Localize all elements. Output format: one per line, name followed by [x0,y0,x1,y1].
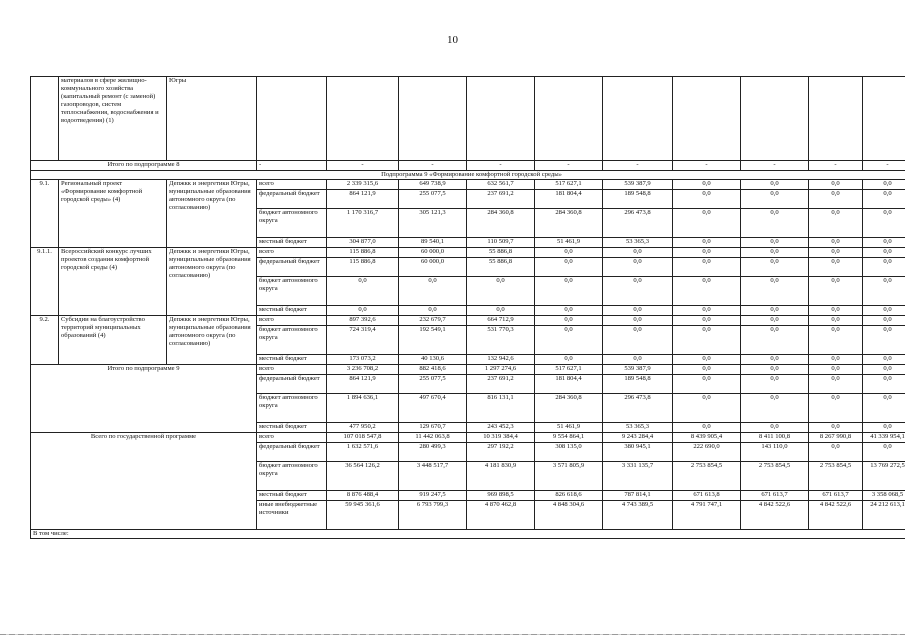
source-cell: всего [257,316,327,326]
value-cell: 0,0 [673,248,741,258]
value-cell: 632 561,7 [467,180,535,190]
value-cell: 0,0 [863,306,905,316]
value-cell: 0,0 [809,190,863,209]
in-that-number-label: В том числе: [31,530,905,539]
value-cell: 296 473,8 [603,394,673,423]
value-cell: 6 793 799,3 [399,501,467,530]
value-cell: 0,0 [673,180,741,190]
table-row [31,316,905,326]
value-cell: 0,0 [603,258,673,277]
value-cell: 89 540,1 [399,238,467,248]
value-cell: - [399,161,467,171]
source-cell: бюджет автономного округа [257,394,327,423]
value-cell: 60 000,0 [399,258,467,277]
value-cell: 255 077,5 [399,190,467,209]
executor-cell: Депжкк и энергетики Югры, муниципальные образования автономного округа (по согласованию) [167,248,257,316]
value-cell: 110 509,7 [467,238,535,248]
value-cell: 0,0 [809,355,863,365]
item-code: 9.1. [31,180,59,248]
total-label: Итого по подпрограмме 9 [31,365,257,433]
value-cell: 0,0 [673,238,741,248]
value-cell: - [741,161,809,171]
value-cell: 0,0 [673,277,741,306]
value-cell: - [327,161,399,171]
value-cell: 0,0 [741,190,809,209]
value-cell: 897 392,6 [327,316,399,326]
value-cell: 0,0 [863,365,905,375]
source-cell [257,77,327,161]
value-cell: - [809,161,863,171]
value-cell: 189 548,8 [603,375,673,394]
value-cell: 3 448 517,7 [399,462,467,491]
value-cell: 0,0 [535,248,603,258]
value-cell: 1 170 316,7 [327,209,399,238]
value-cell: 0,0 [399,277,467,306]
value-cell [399,77,467,161]
value-cell: 36 564 126,2 [327,462,399,491]
value-cell: 0,0 [673,258,741,277]
value-cell: 477 950,2 [327,423,399,433]
value-cell: 308 135,0 [535,443,603,462]
value-cell: 3 331 135,7 [603,462,673,491]
value-cell: 0,0 [741,306,809,316]
value-cell: 143 110,0 [741,443,809,462]
value-cell: 129 670,7 [399,423,467,433]
value-cell: 0,0 [863,394,905,423]
value-cell: 0,0 [535,306,603,316]
table-row [31,433,905,443]
value-cell: 55 886,8 [467,258,535,277]
value-cell: 0,0 [863,316,905,326]
value-cell: 0,0 [741,326,809,355]
value-cell: 0,0 [535,316,603,326]
value-cell: 8 411 100,8 [741,433,809,443]
budget-table [30,76,905,539]
value-cell: 2 753 854,5 [673,462,741,491]
value-cell: 649 738,9 [399,180,467,190]
source-cell: всего [257,180,327,190]
value-cell: 0,0 [741,355,809,365]
value-cell: 181 804,4 [535,190,603,209]
value-cell: 0,0 [673,316,741,326]
value-cell: 41 339 954,1 [863,433,905,443]
value-cell: 0,0 [809,258,863,277]
value-cell: 4 842 522,6 [741,501,809,530]
value-cell [673,77,741,161]
value-cell: 284 360,8 [535,394,603,423]
value-cell: 0,0 [327,277,399,306]
value-cell: 969 898,5 [467,491,535,501]
table-row [31,180,905,190]
value-cell: 0,0 [809,394,863,423]
source-cell: федеральный бюджет [257,443,327,462]
value-cell: 0,0 [741,423,809,433]
value-cell: 280 499,3 [399,443,467,462]
item-name: Региональный проект «Формирование комфортной городской среды» (4) [59,180,167,248]
source-cell: федеральный бюджет [257,258,327,277]
item-name: материалов в сфере жилищно-коммунального хозяйства (капитальный ремонт (с заменой) газопроводов, систем теплоснабжения, водоснабжения и водоотведения) (1) [59,77,167,161]
value-cell: 0,0 [535,258,603,277]
value-cell: 0,0 [863,423,905,433]
value-cell: 0,0 [863,443,905,462]
value-cell: 237 691,2 [467,375,535,394]
value-cell: 0,0 [863,277,905,306]
value-cell: 517 627,1 [535,365,603,375]
value-cell: 2 339 315,6 [327,180,399,190]
value-cell: 539 387,9 [603,180,673,190]
value-cell: 0,0 [673,190,741,209]
value-cell [535,77,603,161]
value-cell: 55 886,8 [467,248,535,258]
source-cell: бюджет автономного округа [257,326,327,355]
value-cell: 0,0 [863,209,905,238]
value-cell: 284 360,8 [535,209,603,238]
value-cell: 0,0 [863,258,905,277]
value-cell: 243 452,3 [467,423,535,433]
value-cell: 11 442 063,8 [399,433,467,443]
value-cell [863,77,905,161]
value-cell: 497 670,4 [399,394,467,423]
value-cell: 4 791 747,1 [673,501,741,530]
value-cell: 724 319,4 [327,326,399,355]
value-cell: 0,0 [809,375,863,394]
value-cell [603,77,673,161]
item-name: Всероссийский конкурс лучших проектов создания комфортной городской среды (4) [59,248,167,316]
source-cell: всего [257,433,327,443]
value-cell: 60 000,0 [399,248,467,258]
value-cell: 0,0 [673,365,741,375]
value-cell: 115 886,8 [327,258,399,277]
source-cell: всего [257,248,327,258]
value-cell: 0,0 [535,355,603,365]
value-cell: 0,0 [809,365,863,375]
value-cell: 51 461,9 [535,238,603,248]
value-cell: 9 243 284,4 [603,433,673,443]
value-cell: 181 804,4 [535,375,603,394]
value-cell [327,77,399,161]
value-cell: 0,0 [863,238,905,248]
value-cell: - [603,161,673,171]
value-cell: 40 130,6 [399,355,467,365]
value-cell: 664 712,9 [467,316,535,326]
value-cell: 0,0 [673,355,741,365]
value-cell: 2 753 854,5 [741,462,809,491]
value-cell: 53 365,3 [603,423,673,433]
value-cell: 826 618,6 [535,491,603,501]
value-cell: 0,0 [863,326,905,355]
page-number: 10 [447,34,458,46]
source-cell: местный бюджет [257,238,327,248]
value-cell: 0,0 [603,248,673,258]
value-cell: 255 077,5 [399,375,467,394]
value-cell: 13 769 272,5 [863,462,905,491]
value-cell: 4 870 462,8 [467,501,535,530]
value-cell: 671 613,8 [673,491,741,501]
value-cell: 816 131,1 [467,394,535,423]
value-cell: 0,0 [673,423,741,433]
source-cell: местный бюджет [257,306,327,316]
value-cell: 3 236 708,2 [327,365,399,375]
total-label: Всего по государственной программе [31,433,257,530]
value-cell: 0,0 [863,190,905,209]
source-cell: местный бюджет [257,355,327,365]
value-cell: 0,0 [741,209,809,238]
value-cell: 24 212 613,1 [863,501,905,530]
value-cell: 222 690,0 [673,443,741,462]
value-cell: 0,0 [399,306,467,316]
source-cell: бюджет автономного округа [257,462,327,491]
value-cell: 0,0 [809,443,863,462]
value-cell: - [863,161,905,171]
value-cell: 0,0 [535,277,603,306]
executor-cell: Депжкк и энергетики Югры, муниципальные образования автономного округа (по согласованию) [167,180,257,248]
value-cell: 0,0 [327,306,399,316]
table-row [31,365,905,375]
value-cell: 0,0 [741,180,809,190]
value-cell: 0,0 [809,209,863,238]
value-cell: - [467,161,535,171]
source-cell: бюджет автономного округа [257,277,327,306]
value-cell: 51 461,9 [535,423,603,433]
value-cell: 0,0 [809,316,863,326]
value-cell: 1 297 274,6 [467,365,535,375]
value-cell: 232 679,7 [399,316,467,326]
value-cell: 9 554 864,1 [535,433,603,443]
value-cell: 671 613,7 [741,491,809,501]
subtotal-label: Итого по подпрограмме 8 [31,161,257,171]
value-cell: 0,0 [603,326,673,355]
value-cell: 671 613,7 [809,491,863,501]
value-cell: 0,0 [535,326,603,355]
value-cell: 0,0 [809,277,863,306]
value-cell: 115 886,8 [327,248,399,258]
value-cell: 539 387,9 [603,365,673,375]
value-cell: 1 894 636,1 [327,394,399,423]
executor-cell: Югры [167,77,257,161]
value-cell: 0,0 [467,277,535,306]
value-cell: 919 247,5 [399,491,467,501]
item-code: 9.1.1. [31,248,59,316]
value-cell: 0,0 [603,316,673,326]
table-row [31,530,905,539]
value-cell: 297 192,2 [467,443,535,462]
source-cell: всего [257,365,327,375]
value-cell: - [673,161,741,171]
value-cell: 0,0 [673,306,741,316]
value-cell: 0,0 [741,394,809,423]
value-cell: 787 814,1 [603,491,673,501]
value-cell: - [535,161,603,171]
code-cell [31,77,59,161]
value-cell: 0,0 [603,355,673,365]
value-cell: 132 942,6 [467,355,535,365]
table-row [31,171,905,180]
value-cell: 517 627,1 [535,180,603,190]
value-cell: 305 121,3 [399,209,467,238]
value-cell: 0,0 [809,306,863,316]
value-cell: 0,0 [863,375,905,394]
value-cell: 237 691,2 [467,190,535,209]
source-cell: бюджет автономного округа [257,209,327,238]
table-row [31,77,905,161]
value-cell: 0,0 [467,306,535,316]
value-cell: 864 121,9 [327,190,399,209]
value-cell: 0,0 [863,248,905,258]
value-cell: 3 358 068,5 [863,491,905,501]
value-cell: 173 073,2 [327,355,399,365]
value-cell: 0,0 [673,394,741,423]
source-cell: местный бюджет [257,423,327,433]
value-cell: 0,0 [673,326,741,355]
value-cell: 0,0 [809,180,863,190]
value-cell: 4 743 389,5 [603,501,673,530]
value-cell: 59 945 361,6 [327,501,399,530]
value-cell: 0,0 [863,355,905,365]
value-cell: 1 632 571,6 [327,443,399,462]
source-cell: местный бюджет [257,491,327,501]
value-cell: 8 876 488,4 [327,491,399,501]
value-cell: 107 018 547,8 [327,433,399,443]
item-name: Субсидии на благоустройство территорий муниципальных образований (4) [59,316,167,365]
value-cell: 0,0 [863,180,905,190]
value-cell: 53 365,3 [603,238,673,248]
value-cell: 0,0 [741,375,809,394]
value-cell: 0,0 [603,277,673,306]
value-cell: 0,0 [741,316,809,326]
value-cell: 0,0 [741,277,809,306]
value-cell: 189 548,8 [603,190,673,209]
source-cell: федеральный бюджет [257,375,327,394]
source-cell: - [257,161,327,171]
value-cell: 0,0 [809,326,863,355]
scan-edge-line [0,634,905,635]
value-cell: 304 877,0 [327,238,399,248]
value-cell: 864 121,9 [327,375,399,394]
value-cell: 10 319 384,4 [467,433,535,443]
value-cell: 4 842 522,6 [809,501,863,530]
value-cell: 8 439 905,4 [673,433,741,443]
source-cell: федеральный бюджет [257,190,327,209]
executor-cell: Депжкк и энергетики Югры, муниципальные образования автономного округа (по согласованию) [167,316,257,365]
value-cell: 0,0 [741,365,809,375]
value-cell: 3 571 805,9 [535,462,603,491]
value-cell: 882 418,6 [399,365,467,375]
item-code: 9.2. [31,316,59,365]
value-cell: 284 360,8 [467,209,535,238]
value-cell: 4 181 830,9 [467,462,535,491]
value-cell: 296 473,8 [603,209,673,238]
value-cell: 531 770,3 [467,326,535,355]
value-cell: 380 945,1 [603,443,673,462]
subprogram-heading: Подпрограмма 9 «Формирование комфортной городской среды» [31,171,905,180]
value-cell: 0,0 [809,423,863,433]
value-cell: 0,0 [741,238,809,248]
value-cell: 0,0 [741,258,809,277]
value-cell: 8 267 990,8 [809,433,863,443]
value-cell: 0,0 [809,238,863,248]
value-cell: 0,0 [809,248,863,258]
value-cell [741,77,809,161]
value-cell: 4 848 304,6 [535,501,603,530]
value-cell: 192 549,1 [399,326,467,355]
table-row [31,161,905,171]
value-cell [809,77,863,161]
value-cell: 2 753 854,5 [809,462,863,491]
source-cell: иные внебюджетные источники [257,501,327,530]
table-row [31,248,905,258]
value-cell: 0,0 [741,248,809,258]
value-cell: 0,0 [603,306,673,316]
value-cell: 0,0 [673,375,741,394]
value-cell: 0,0 [673,209,741,238]
value-cell [467,77,535,161]
